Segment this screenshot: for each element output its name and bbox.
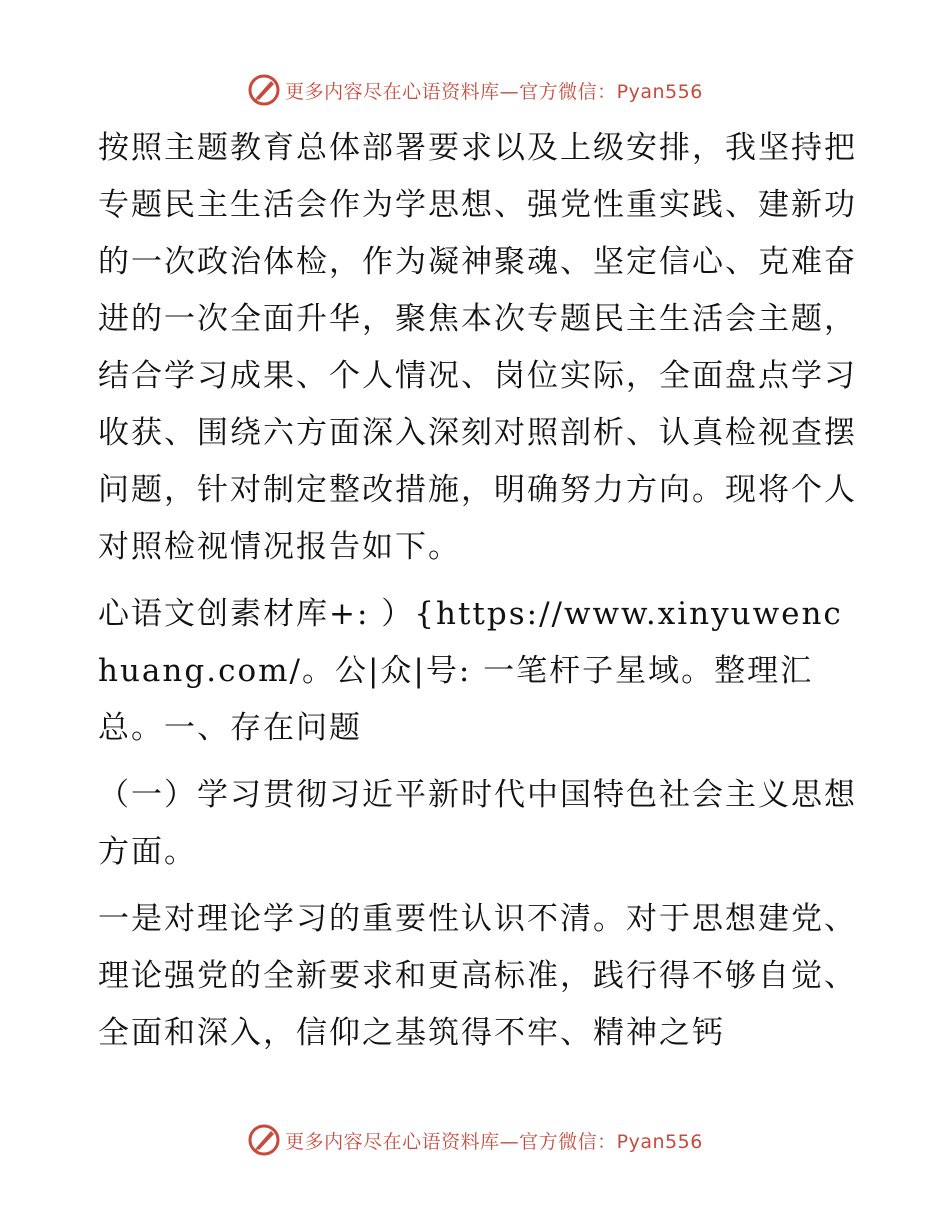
watermark-banner-top <box>0 70 950 110</box>
paragraph-source: 心语文创素材库+: ）{https://www.xinyuwenchuang.com/。公|众|号: 一笔杆子星域。整理汇总。一、存在问题 <box>98 596 843 746</box>
pen-in-circle-icon <box>247 1123 281 1157</box>
paragraph-section-heading: （一）学习贯彻习近平新时代中国特色社会主义思想方面。 <box>98 777 857 870</box>
watermark-text: 更多内容尽在心语资料库—官方微信：Pyan556 <box>285 80 703 103</box>
watermark-text: 更多内容尽在心语资料库—官方微信：Pyan556 <box>285 1130 703 1153</box>
paragraph-point-one: 一是对理论学习的重要性认识不清。对于思想建党、理论强党的全新要求和更高标准，践行得不够自觉、全面和深入，信仰之基筑得不牢、精神之钙 <box>98 901 857 1051</box>
pen-in-circle-icon <box>247 73 281 107</box>
document-body <box>98 120 858 1072</box>
watermark-banner-bottom <box>0 1120 950 1160</box>
paragraph-intro: 按照主题教育总体部署要求以及上级安排，我坚持把专题民主生活会作为学思想、强党性重实践、建新功的一次政治体检，作为凝神聚魂、坚定信心、克难奋进的一次全面升华，聚焦本次专题民主生活会主题，结合学习成果、个人情况、岗位实际，全面盘点学习收获、围绕六方面深入深刻对照剖析、认真检视查摆问题，针对制定整改措施，明确努力方向。现将个人对照检视情况报告如下。 <box>98 130 857 565</box>
